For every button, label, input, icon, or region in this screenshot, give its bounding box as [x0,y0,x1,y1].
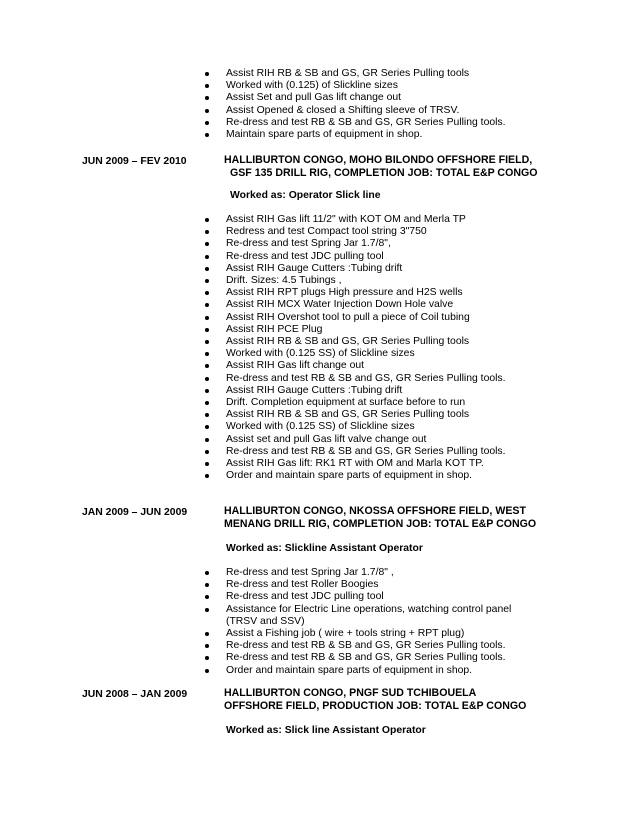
bullet-icon [205,401,209,405]
job1-date: JUN 2009 – FEV 2010 [82,156,187,167]
bullet-item [204,299,534,311]
bullet-icon [205,72,209,76]
bullet-text: Assist RIH RB & SB and GS, GR Series Pulling tools [226,68,470,79]
bullet-text: Assist RIH Gas lift 11/2" with KOT OM and Merla TP [226,214,466,225]
bullet-item [204,579,534,591]
bullet-icon [205,438,209,442]
bullet-icon [205,242,209,246]
job1-company-line1: HALLIBURTON CONGO, MOHO BILONDO OFFSHORE FIELD, [224,154,533,166]
bullet-item [204,458,534,470]
bullet-item [204,591,534,603]
bullet-item [204,409,534,421]
bullet-text: Assist RIH Gauge Cutters :Tubing drift [226,384,403,396]
bullet-item [204,336,534,348]
job1-bullets [204,214,534,482]
bullet-item [204,214,534,226]
bullet-text: Re-dress and test RB & SB and GS, GR Series Pulling tools. [226,116,506,128]
bullet-text: Drift. Completion equipment at surface before to run [226,397,466,409]
bullet-text: Assist RIH RB & SB and GS, GR Series Pulling tools [226,409,470,421]
bullet-icon [205,121,209,125]
bullet-text: Re-dress and test RB & SB and GS, GR Series Pulling tools. [226,372,506,384]
bullet-icon [205,230,209,234]
bullet-item [204,652,534,664]
bullet-item [204,640,534,652]
bullet-icon [205,109,209,113]
bullet-text: Order and maintain spare parts of equipment in shop. [226,664,473,676]
bullet-text: Re-dress and test RB & SB and GS, GR Series Pulling tools. [226,445,506,457]
bullet-icon [205,377,209,381]
job3-role: Worked as: Slick line Assistant Operator [226,725,426,736]
job2-bullets [204,567,534,677]
bullet-text: Assist a Fishing job ( wire + tools string + RPT plug) [226,628,465,640]
bullet-text: Re-dress and test Roller Boogies [226,579,379,591]
bullet-text: Re-dress and test Spring Jar 1.7/8", [226,238,391,250]
bullet-text: Re-dress and test RB & SB and GS, GR Series Pulling tools. [226,652,506,664]
bullet-icon [205,595,209,599]
bullet-text: Assist RIH RB & SB and GS, GR Series Pulling tools [226,336,470,348]
bullet-icon [205,218,209,222]
bullet-icon [205,389,209,393]
bullet-icon [205,644,209,648]
job2-company-line1: HALLIBURTON CONGO, NKOSSA OFFSHORE FIELD, WEST [224,505,526,517]
section0-bullets [204,68,534,141]
bullet-item [204,348,534,360]
job2-company-line2: MENANG DRILL RIG, COMPLETION JOB: TOTAL E&P CONGO [224,518,537,530]
bullet-text: Worked with (0.125 SS) of Slickline sizes [226,348,415,360]
bullet-text: Worked with (0.125) of Slickline sizes [226,80,398,92]
bullet-text: Re-dress and test JDC pulling tool [226,591,384,603]
bullet-text: Assist set and pull Gas lift valve change out [226,433,427,445]
bullet-item [204,251,534,263]
bullet-text: Assist RIH Gauge Cutters :Tubing drift [226,262,403,274]
bullet-item [204,446,534,458]
bullet-icon [205,425,209,429]
bullet-item [204,324,534,336]
bullet-icon [205,84,209,88]
bullet-item [204,373,534,385]
bullet-icon [205,303,209,307]
bullet-icon [205,450,209,454]
bullet-text: Assist RIH MCX Water Injection Down Hole valve [226,299,454,311]
bullet-text: Drift. Sizes: 4.5 Tubings , [226,275,342,287]
bullet-text: Worked with (0.125 SS) of Slickline sizes [226,421,415,433]
bullet-text: Assist Set and pull Gas lift change out [226,92,402,104]
bullet-icon [205,340,209,344]
job3-date: JUN 2008 – JAN 2009 [82,689,188,700]
bullet-icon [205,474,209,478]
bullet-item [204,434,534,446]
bullet-text: Assistance for Electric Line operations, watching control panel (TRSV and SSV) [226,603,512,627]
bullet-item [204,360,534,372]
bullet-icon [205,316,209,320]
bullet-item [204,129,534,141]
job1-company [224,154,544,180]
bullet-item [204,397,534,409]
bullet-icon [205,267,209,271]
bullet-icon [205,364,209,368]
bullet-icon [205,328,209,332]
bullet-text: Assist Opened & closed a Shifting sleeve of TRSV. [226,104,460,116]
job3-company-line2: OFFSHORE FIELD, PRODUCTION JOB: TOTAL E&P CONGO [224,700,527,712]
job1-role: Worked as: Operator Slick line [230,190,381,201]
bullet-icon [205,413,209,417]
bullet-text: Assist RIH PCE Plug [226,323,323,335]
bullet-item [204,665,534,677]
bullet-text: Maintain spare parts of equipment in shop. [226,129,423,141]
bullet-item [204,628,534,640]
bullet-icon [205,291,209,295]
bullet-item [204,470,534,482]
bullet-item [204,287,534,299]
bullet-icon [205,571,209,575]
job2-company [224,505,544,531]
bullet-item [204,604,534,628]
job2-date: JAN 2009 – JUN 2009 [82,507,188,518]
bullet-icon [205,133,209,137]
job2-role: Worked as: Slickline Assistant Operator [226,543,423,554]
bullet-item [204,92,534,104]
bullet-item [204,80,534,92]
bullet-text: Assist RIH Overshot tool to pull a piece of Coil tubing [226,311,470,323]
bullet-item [204,567,534,579]
bullet-text: Assist RIH RPT plugs High pressure and H2S wells [226,287,463,299]
bullet-icon [205,462,209,466]
bullet-text: Order and maintain spare parts of equipment in shop. [226,470,473,482]
bullet-item [204,238,534,250]
bullet-item [204,385,534,397]
bullet-icon [205,352,209,356]
job3-company-line1: HALLIBURTON CONGO, PNGF SUD TCHIBOUELA [224,687,477,699]
bullet-item [204,68,534,80]
bullet-text: Re-dress and test JDC pulling tool [226,250,384,262]
bullet-item [204,312,534,324]
bullet-icon [205,608,209,612]
bullet-text: Assist RIH Gas lift change out [226,360,365,372]
bullet-text: Assist RIH Gas lift: RK1 RT with OM and Marla KOT TP. [226,458,484,470]
bullet-item [204,226,534,238]
bullet-item [204,263,534,275]
bullet-icon [205,583,209,587]
bullet-icon [205,255,209,259]
bullet-item [204,105,534,117]
bullet-text: Redress and test Compact tool string 3"750 [226,226,427,238]
job1-company-line2: GSF 135 DRILL RIG, COMPLETION JOB: TOTAL E&P CONGO [230,167,538,179]
bullet-icon [205,279,209,283]
bullet-item [204,421,534,433]
bullet-icon [205,96,209,100]
bullet-text: Re-dress and test RB & SB and GS, GR Series Pulling tools. [226,640,506,652]
bullet-icon [205,669,209,673]
bullet-item [204,275,534,287]
bullet-text: Re-dress and test Spring Jar 1.7/8" , [226,567,394,578]
job3-company [224,687,544,713]
bullet-icon [205,656,209,660]
bullet-item [204,117,534,129]
bullet-icon [205,632,209,636]
